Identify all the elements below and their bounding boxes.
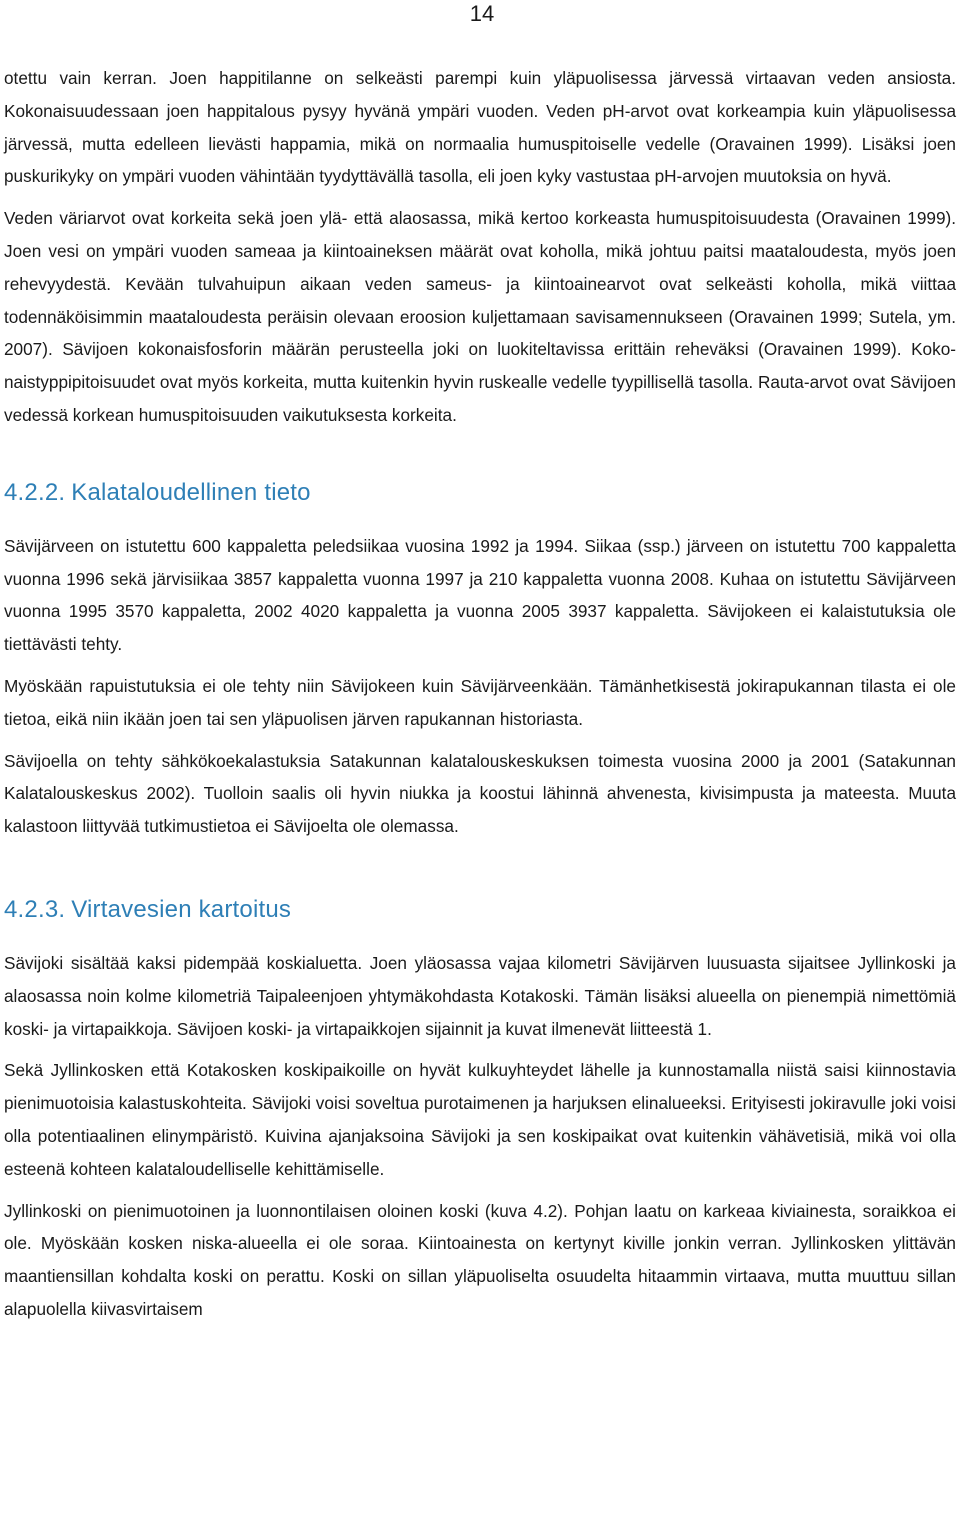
section-heading-fish	[4, 478, 956, 508]
section-number: 4.2.3.	[4, 895, 66, 923]
document-body	[4, 62, 956, 1326]
section-heading-streams	[4, 895, 956, 925]
page-number: 14	[469, 1, 495, 26]
section-number: 4.2.2.	[4, 478, 66, 506]
section-title: Virtavesien kartoitus	[71, 895, 292, 923]
paragraph-rapids-overview: Sävijoki sisältää kaksi pidempää koskialuetta. Joen yläosassa vajaa kilometri Sävijärven luusuasta sijaitsee Jyllinkoski ja alaosassa noin kolme kilometriä Taipaleenjoen yhtymäkohdasta Kotakoski. Tämän lisäksi alueella on pienempiä nimettömiä koski- ja virtapaikkoja. Sävijoen koski- ja virtapaikkojen sijainnit ja kuvat ilmenevät liitteestä 1.	[4, 952, 956, 1039]
paragraph-water-quality-ph: otettu vain kerran. Joen happitilanne on selkeästi parempi kuin yläpuolisessa järvessä virtaavan veden ansiosta. Kokonaisuudessaan joen happitalous pysyy hyvänä ympäri vuoden. Veden pH-arvot ovat korkeampia kuin yläpuolisessa järvessä, mutta edelleen lievästi happamia, mikä on normaalia humuspitoiselle vedelle (Oravainen 1999). Lisäksi joen puskurikyky on ympäri vuoden vähintään tyydyttävällä tasolla, eli joen kyky vastustaa pH-arvojen muutoksia on hyvä.	[4, 68, 956, 187]
paragraph-electrofishing: Sävijoella on tehty sähkökoekalastuksia Satakunnan kalatalouskeskuksen toimesta vuosina 2000 ja 2001 (Satakunnan Kalatalouskeskus 2002). Tuolloin saalis oli hyvin niukka ja koostui lähinnä ahvenesta, kivisimpusta ja mateesta. Muuta kalastoon liittyvää tutkimustietoa ei Sävijoelta ole olemassa.	[4, 750, 956, 837]
section-title: Kalataloudellinen tieto	[71, 478, 311, 506]
paragraph-rapids-access: Sekä Jyllinkosken että Kotakosken koskipaikoille on hyvät kulkuyhteydet lähelle ja kunnostamalla niistä saisi kiinnostavia pienimuotoisia kalastuskohteita. Sävijoki voisi soveltua purotaimenen ja harjuksen elinalueeksi. Erityisesti jokiravulle joki voisi olla potentiaalinen elinympäristö. Kuivina ajanjaksoina Sävijoki ja sen koskipaikat ovat kuitenkin vähävetisiä, mikä voi olla esteenä kohteen kalataloudelliselle kehittämiselle.	[4, 1060, 956, 1179]
paragraph-crayfish: Myöskään rapuistutuksia ei ole tehty niin Sävijokeen kuin Sävijärveenkään. Tämänhetkisestä jokirapukannan tilasta ei ole tietoa, eikä niin ikään joen tai sen yläpuolisen järven rapukannan historiasta.	[4, 675, 956, 729]
paragraph-jyllinkoski: Jyllinkoski on pienimuotoinen ja luonnontilaisen oloinen koski (kuva 4.2). Pohjan laatu on karkeaa kiviainesta, soraikkoa ei ole. Myöskään kosken niska-alueella ei ole soraa. Kiintoainesta on kertynyt kiville jonkin verran. Jyllinkosken ylittävän maantiensillan kohdalta koski on perattu. Koski on sillan yläpuoliselta osuudelta hitaammin virtaava, mutta muuttuu sillan alapuolella kiivasvirtaisem	[4, 1200, 956, 1319]
paragraph-water-color-nutrients: Veden väriarvot ovat korkeita sekä joen ylä- että alaosassa, mikä kertoo korkeasta humuspitoisuudesta (Oravainen 1999). Joen vesi on ympäri vuoden sameaa ja kiintoaineksen määrät ovat koholla, mikä johtuu paitsi maataloudesta, myös joen rehevyydestä. Kevään tulvahuipun aikaan veden sameus- ja kiintoainearvot ovat selkeästi koholla, mikä viittaa todennäköisimmin maataloudesta peräisin olevaan eroosion kuljettamaan savisamennukseen (Oravainen 1999; Sutela, ym. 2007). Sävijoen kokonaisfosforin määrän perusteella joki on luokiteltavissa erittäin reheväksi (Oravainen 1999). Kokonaistyppipitoisuudet ovat myös korkeita, mutta kuitenkin hyvin ruskealle vedelle tyypillisellä tasolla. Rauta-arvot ovat Sävijoen vedessä korkean humuspitoisuuden vaikutuksesta korkeita.	[4, 208, 956, 425]
paragraph-fish-stocking: Sävijärveen on istutettu 600 kappaletta peledsiikaa vuosina 1992 ja 1994. Siikaa (ssp.) järveen on istutettu 700 kappaletta vuonna 1996 sekä järvisiikaa 3857 kappaletta vuonna 1997 ja 210 kappaletta vuonna 2008. Kuhaa on istutettu Sävijärveen vuonna 1995 3570 kappaletta, 2002 4020 kappaletta ja vuonna 2005 3937 kappaletta. Sävijokeen ei kalaistutuksia ole tiettävästi tehty.	[4, 535, 956, 655]
